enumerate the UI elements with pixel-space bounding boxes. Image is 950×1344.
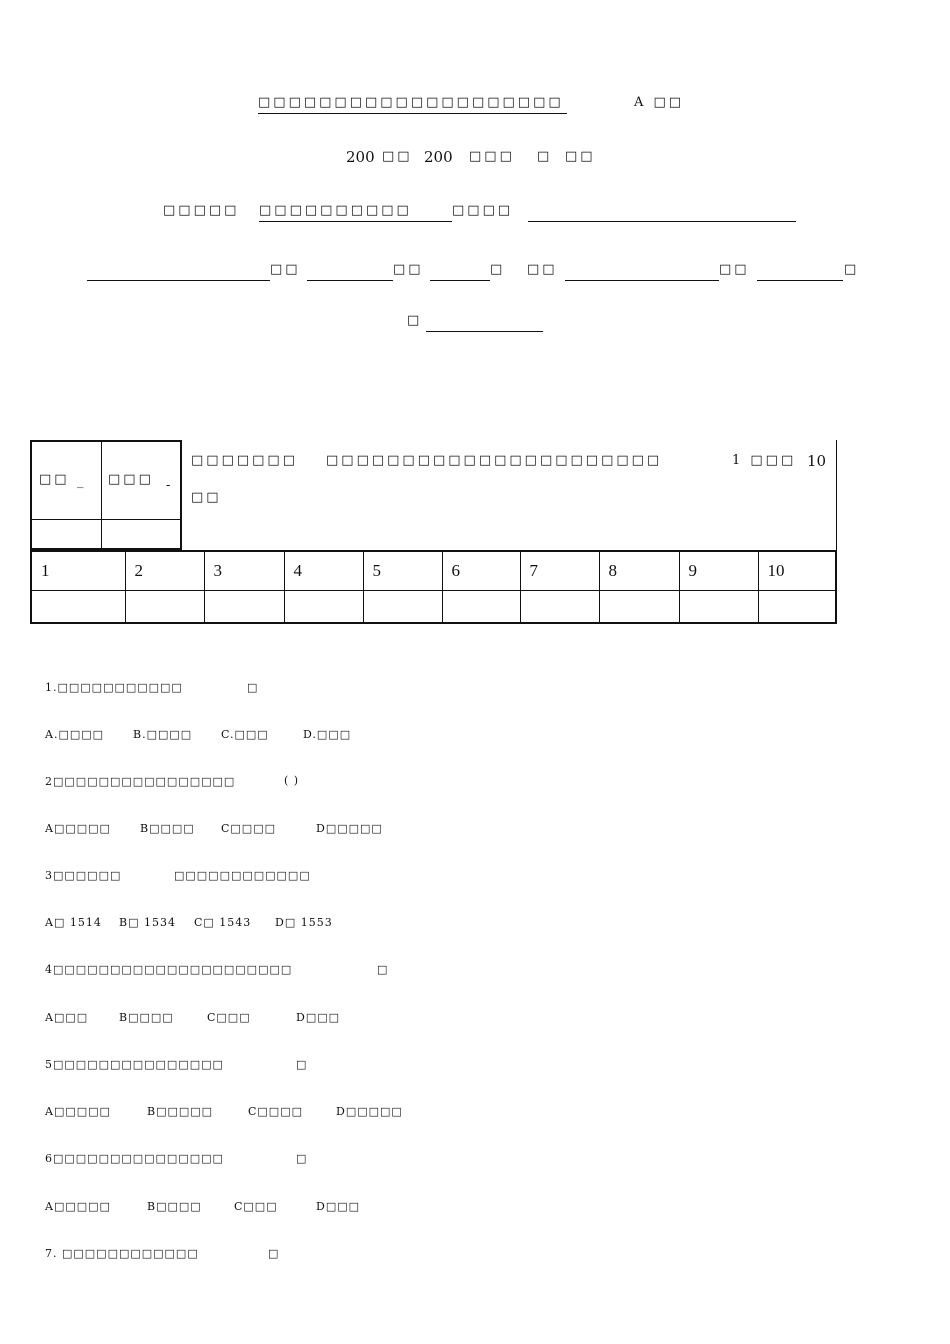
option-d: D□□□ [316,1200,360,1213]
section-points: 1 □□□ [732,453,797,468]
answer-cell[interactable] [363,591,442,624]
blank-line-4 [565,280,719,281]
option-b: B.□□□□ [133,728,193,741]
term-b: □□ [565,149,596,164]
answer-cell[interactable] [125,591,204,624]
paper-label: A □□ [634,95,685,110]
answer-cell[interactable] [284,591,363,624]
answer-cell[interactable] [204,591,284,624]
option-b: B□□□□ [140,822,195,835]
score-box [30,440,182,550]
option-a: A.□□□□ [45,728,105,741]
option-b: B□ 1534 [119,916,176,929]
option-c: C□□□□ [248,1105,303,1118]
blank-line-3 [430,280,490,281]
option-a: A□□□□□ [45,822,111,835]
answer-grid [30,550,837,624]
answer-cell[interactable] [758,591,836,624]
answer-number: 2 [125,551,204,591]
score-dash: _ [77,474,87,489]
option-c: C□□□□ [221,822,276,835]
option-c: C.□□□ [221,728,269,741]
blank-line-6 [426,331,543,332]
option-d: D□□□□□ [336,1105,403,1118]
answer-number: 7 [520,551,599,591]
section-total: 10 [807,452,827,470]
option-a: A□□□ [45,1011,89,1024]
course-underline [259,221,452,222]
option-b: B□□□□ [147,1200,202,1213]
answer-number: 1 [31,551,125,591]
answer-cell[interactable] [599,591,679,624]
course-name: □□□□□□□□□□ [259,203,412,218]
score-label: □□ [39,472,70,487]
option-d: D□□□ [296,1011,340,1024]
question-stem-cont: □□□□□□□□□□□□ [174,869,311,882]
option-d: D.□□□ [303,728,352,741]
question-stem: 2□□□□□□□□□□□□□□□□ [45,775,236,788]
blank-line-2 [307,280,393,281]
exam-label: □□□□ [452,203,514,218]
section-total-unit: □□ [191,490,222,505]
row3-label: □ [407,313,423,328]
answer-cell[interactable] [679,591,758,624]
option-a: A□ 1514 [45,916,102,929]
answer-cell[interactable] [520,591,599,624]
option-c: C□□□ [207,1011,251,1024]
option-a: A□□□□□ [45,1200,111,1213]
row2-label-c: □ [490,262,506,277]
row2-label-d: □□ [527,262,558,277]
option-c: C□□□ [234,1200,278,1213]
grader-label: □□□ [108,472,154,487]
question-stem: 7. □□□□□□□□□□□□ [45,1247,199,1260]
row2-label-a: □□ [270,262,301,277]
question-stem: 6□□□□□□□□□□□□□□□ [45,1152,224,1165]
row2-label-b: □□ [393,262,424,277]
row2-label-e: □□ [719,262,750,277]
answer-number: 5 [363,551,442,591]
section-instruction: □□□□□□□□□□□□□□□□□□□□□□ [326,453,663,468]
option-d: D□□□□□ [316,822,383,835]
option-d: D□ 1553 [275,916,333,929]
question-paren: □ [296,1152,308,1165]
term-a: □ [537,149,553,164]
question-paren: □ [268,1247,280,1260]
answer-number: 10 [758,551,836,591]
answer-cell[interactable] [31,591,125,624]
blank-line-1 [87,280,270,281]
answer-number: 8 [599,551,679,591]
year-suffix: □□□ [469,149,515,164]
row2-label-f: □ [844,262,860,277]
question-stem: 1.□□□□□□□□□□□ [45,681,183,694]
answer-number: 6 [442,551,520,591]
year-to: 200 [424,148,453,166]
question-stem: 3□□□□□□ [45,869,122,882]
option-a: A□□□□□ [45,1105,111,1118]
question-paren: □ [296,1058,308,1071]
option-b: B□□□□ [119,1011,174,1024]
question-paren: □ [247,681,259,694]
title-underline [258,113,567,114]
answer-number: 4 [284,551,363,591]
answer-number: 9 [679,551,758,591]
answer-number: 3 [204,551,284,591]
question-paren: □ [377,963,389,976]
exam-title: □□□□□□□□□□□□□□□□□□□□ [258,95,564,110]
option-b: B□□□□□ [147,1105,214,1118]
blank-line-5 [757,280,843,281]
grader-dash: - [166,478,174,493]
exam-underline [528,221,796,222]
question-stem: 4□□□□□□□□□□□□□□□□□□□□□ [45,963,293,976]
question-stem: 5□□□□□□□□□□□□□□□ [45,1058,224,1071]
course-label: □□□□□ [163,203,240,218]
year-from: 200 [346,148,375,166]
answer-cell[interactable] [442,591,520,624]
year-sep: □□ [382,149,413,164]
option-c: C□ 1543 [194,916,252,929]
section-title: □□□□□□□ [191,453,298,468]
question-paren: ( ) [284,774,300,787]
